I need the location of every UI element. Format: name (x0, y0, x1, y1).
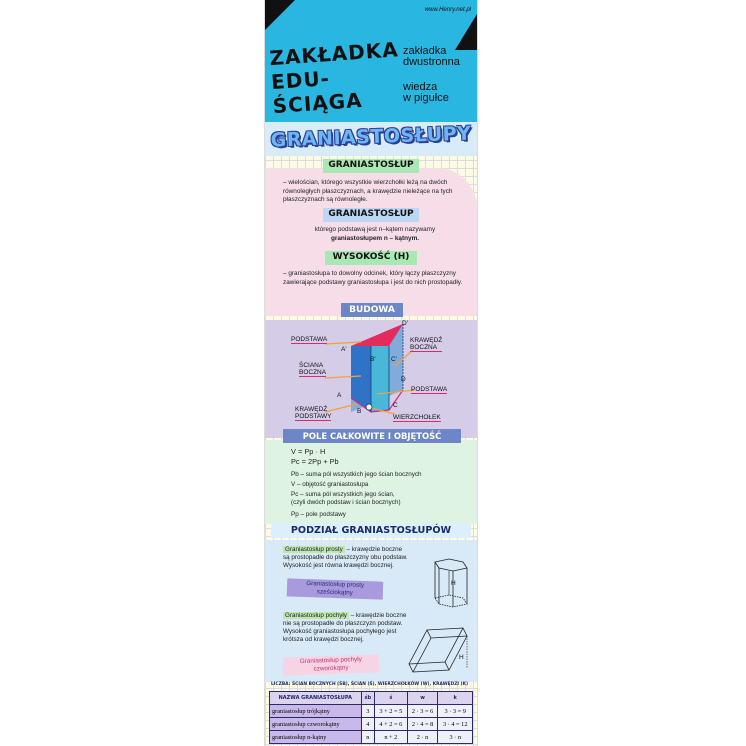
label-base-edge-line: KRAWĘDŹ (295, 406, 328, 413)
oblique-top (427, 628, 467, 638)
right-prism-line (283, 546, 433, 554)
vertex-c: C (393, 402, 398, 409)
label-side-face-line: ŚCIANA (299, 362, 324, 369)
table-header-s: ś (375, 692, 408, 705)
header-subtitle-line: zakładka (403, 45, 447, 57)
oblique-prism-line (283, 612, 433, 620)
oblique-prism-drawing (407, 624, 473, 676)
header-side-decoration (455, 14, 477, 50)
definition-text-2b: graniastosłupem n – kątnym. (330, 234, 420, 242)
table-cell: n (361, 731, 375, 744)
label-side-face-line: BOCZNA (299, 369, 327, 376)
label-lateral-edge-line: KRAWĘDŹ (410, 337, 443, 344)
table-cell: 4 + 2 = 6 (375, 718, 408, 731)
oblique-prism-line: nie są prostopadłe do płaszczyzn podstaw. (283, 620, 403, 627)
oblique-prism-term: Graniastosłup pochyły (285, 612, 347, 619)
table-cell: 2 · 4 = 8 (407, 718, 438, 731)
hexagonal-prism-drawing (425, 558, 473, 610)
oblique-prism-line: krótsza od krawędzi bocznej. (283, 636, 364, 643)
table-header-name: NAZWA GRANIASTOSŁUPA (270, 692, 362, 705)
table-cell: graniastosłup trójkątny (270, 705, 362, 718)
header-subtitle-1 (403, 46, 460, 68)
definition-label-2: GRANIASTOSŁUP (323, 208, 419, 222)
label-base-bottom: PODSTAWA (411, 386, 448, 393)
definition-text-2 (283, 226, 467, 243)
oblique-edge (413, 638, 431, 672)
prism-counts-table (269, 691, 473, 744)
label-base-edge (295, 406, 331, 421)
table-cell: 3 · 3 = 9 (438, 705, 473, 718)
oblique-prism-text-part: – krawędzie boczne (348, 612, 407, 619)
classification-label: PODZIAŁ GRANIASTOSŁUPÓW (271, 523, 471, 538)
definition-label-1: GRANIASTOSŁUP (323, 159, 419, 173)
height-label-1: H (451, 580, 456, 587)
table-row (270, 731, 473, 744)
oblique-edge (409, 630, 427, 664)
right-prism-term: Graniastosłup prosty (285, 546, 343, 553)
header-subtitle-line: wiedza (403, 81, 438, 93)
vertex-b-prime: B' (370, 356, 376, 363)
vertex-d: D (401, 376, 406, 383)
header-subtitle-2 (403, 82, 449, 104)
vertex-c-prime: C' (391, 356, 397, 363)
formula-total-area: Pc = 2Pp + Pb (291, 457, 339, 466)
oblique-prism-chip-line: czworokątny (313, 664, 349, 673)
table-cell: 3 · n (438, 731, 473, 744)
label-lateral-edge (410, 337, 442, 352)
table-header-row (270, 692, 473, 705)
definition-text-1: – wielościan, którego wszystkie wierzchołki leżą na dwóch równoległych płaszczyznach, a krawędzie nieleżące na tych płaszczyznach są równoległe. (283, 179, 453, 203)
label-vertex: WIERZCHOŁEK (393, 414, 441, 421)
vertex-marker (366, 404, 372, 410)
label-base-edge-line: PODSTAWY (295, 413, 332, 420)
vertex-a-prime: A' (341, 346, 347, 353)
vertex-a: A (337, 392, 342, 399)
label-side-face (299, 362, 326, 377)
header-title-line2: EDU-ŚCIĄGA (270, 66, 364, 119)
label-base-top: PODSTAWA (291, 336, 328, 343)
section-title: GRANIASTOSŁUPY (270, 122, 472, 152)
bookmark-strip (265, 0, 477, 746)
table-cell: n + 2 (375, 731, 408, 744)
height-label-2: H (459, 654, 464, 661)
table-cell: graniastosłup n-kątny (270, 731, 362, 744)
definition-pc (291, 491, 471, 507)
table-cell: 4 (361, 718, 375, 731)
header-title-line1: ZAKŁADKA (268, 37, 400, 71)
oblique-prism-chip-line: Graniastosłup pochyły (299, 655, 362, 666)
right-prism-line: są prostopadłe do płaszczyzny obu podstaw. (283, 554, 408, 561)
header-title (268, 37, 400, 119)
definition-pb: Pb – suma pól wszystkich jego ścian bocznych (291, 471, 422, 478)
hex-top (435, 559, 467, 571)
structure-label: BUDOWA (341, 303, 403, 317)
table-cell: 3 (361, 705, 375, 718)
hex-bottom (435, 595, 467, 607)
vertex-b: B (357, 408, 362, 415)
table-header-sb: śb (361, 692, 375, 705)
table-header-w: w (407, 692, 438, 705)
oblique-prism-chip (283, 654, 380, 675)
right-prism-text-part: – krawędzie boczne (344, 546, 403, 553)
table-row (270, 718, 473, 731)
right-prism-chip (287, 578, 384, 599)
table-cell: 2 · n (407, 731, 438, 744)
definition-v: V – objętość graniastosłupa (291, 481, 369, 488)
definition-label-3: WYSOKOŚĆ (H) (325, 251, 417, 265)
table-cell: 3 · 4 = 12 (438, 718, 473, 731)
table-cell: 2 · 3 = 6 (407, 705, 438, 718)
oblique-prism-line: Wysokość graniastosłupa pochyłego jest (283, 628, 397, 635)
vertex-d-prime: D' (402, 320, 408, 327)
definition-text-3: – graniastosłupa to dowolny odcinek, który łączy płaszczyzny zawierające podstawy graniastosłupa i jest do nich prostopadły. (283, 270, 463, 286)
oblique-edge (449, 636, 467, 670)
table-cell: 3 + 2 = 5 (375, 705, 408, 718)
brand-url: www.Henry.net.pl (424, 7, 471, 13)
definition-pc-line: (czyli dwóch podstaw i ścian bocznych) (291, 499, 401, 506)
table-row (270, 705, 473, 718)
header-corner-decoration (265, 0, 295, 30)
definition-text-2a: którego podstawą jest n–kątem nazywamy (314, 226, 436, 233)
header-subtitle-line: dwustronna (403, 56, 460, 68)
table-header-k: k (438, 692, 473, 705)
right-prism-chip-line: Graniastosłup prosty (306, 579, 365, 590)
definition-pc-line: Pc – suma pól wszystkich jego ścian, (291, 491, 395, 498)
right-prism-line: Wysokość jest równa krawędzi bocznej. (283, 562, 394, 569)
definition-pp: Pp – pole podstawy (291, 511, 346, 518)
label-lateral-edge-line: BOCZNA (410, 344, 442, 352)
arrow-podstawa (325, 342, 361, 344)
oblique-bottom (409, 662, 449, 672)
formula-volume: V = Pp · H (291, 447, 326, 456)
area-volume-label: POLE CAŁKOWITE I OBJĘTOŚĆ (283, 429, 461, 443)
table-cell: graniastosłup czworokątny (270, 718, 362, 731)
header-subtitle-line: w pigułce (403, 92, 449, 104)
right-prism-text (283, 546, 433, 570)
right-prism-chip-line: sześciokątny (316, 588, 354, 597)
table-caption: LICZBA: ŚCIAN BOCZNYCH (ŚB), ŚCIAN (Ś), WIERZCHOŁKÓW (W), KRAWĘDZI (K) (271, 682, 468, 687)
